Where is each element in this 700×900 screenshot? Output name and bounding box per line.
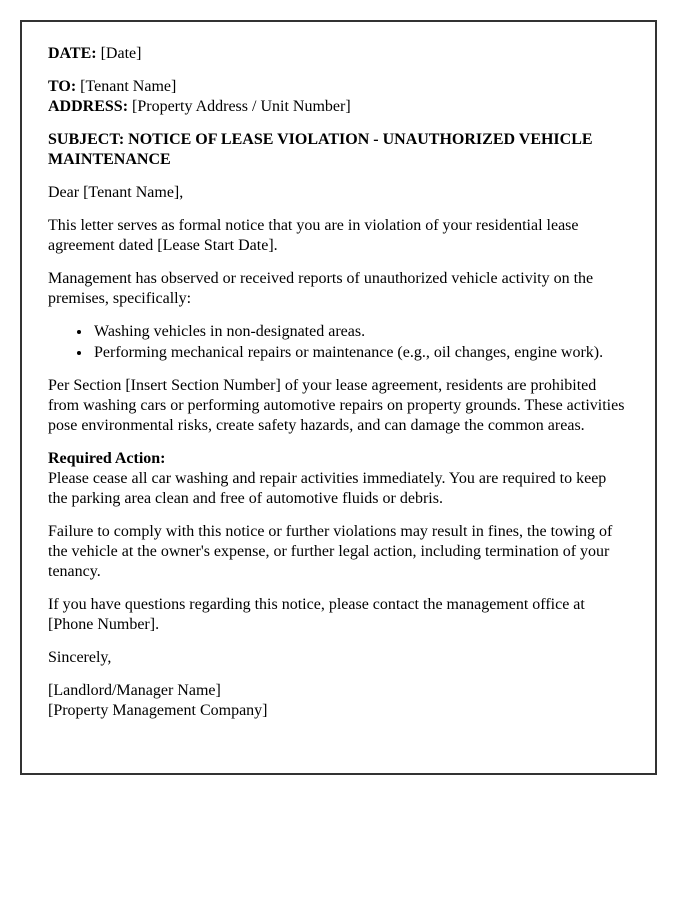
to-label: TO: (48, 78, 77, 95)
recipient-block (48, 77, 629, 117)
closing: Sincerely, (48, 649, 112, 666)
paragraph-intro: This letter serves as formal notice that you are in violation of your residential lease agreement dated [Lease Start Date]. (48, 217, 579, 254)
date-label: DATE: (48, 45, 97, 62)
paragraph-consequences: Failure to comply with this notice or further violations may result in fines, the towing of the vehicle at the owner's expense, or further legal action, including termination of your tenancy. (48, 523, 613, 580)
address-label: ADDRESS: (48, 98, 129, 115)
paragraph-contact: If you have questions regarding this notice, please contact the management office at [Phone Number]. (48, 596, 585, 633)
date-line (48, 44, 629, 64)
signature-block (48, 681, 629, 721)
violation-list (48, 322, 629, 363)
signature-company: [Property Management Company] (48, 702, 268, 719)
address-value: [Property Address / Unit Number] (132, 98, 351, 115)
letter-document (20, 20, 657, 775)
to-value: [Tenant Name] (80, 78, 177, 95)
salutation: Dear [Tenant Name], (48, 184, 184, 201)
violation-item: • Performing mechanical repairs or maintenance (e.g., oil changes, engine work). (92, 343, 629, 363)
required-action-heading: Required Action: (48, 450, 166, 467)
paragraph-policy: Per Section [Insert Section Number] of your lease agreement, residents are prohibited from washing cars or performing automotive repairs on property grounds. These activities pose environmental risks, create safety hazards, and can damage the common areas. (48, 377, 625, 434)
subject-line: SUBJECT: NOTICE OF LEASE VIOLATION - UNAUTHORIZED VEHICLE MAINTENANCE (48, 131, 593, 168)
to-line (48, 77, 629, 97)
paragraph-observation: Management has observed or received reports of unauthorized vehicle activity on the premises, specifically: (48, 270, 594, 307)
address-line (48, 97, 629, 117)
required-action-section (48, 449, 629, 509)
signature-name: [Landlord/Manager Name] (48, 682, 221, 699)
date-value: [Date] (100, 45, 142, 62)
violation-item: • Washing vehicles in non-designated areas. (92, 322, 629, 342)
required-action-body: Please cease all car washing and repair activities immediately. You are required to keep the parking area clean and free of automotive fluids or debris. (48, 470, 607, 507)
